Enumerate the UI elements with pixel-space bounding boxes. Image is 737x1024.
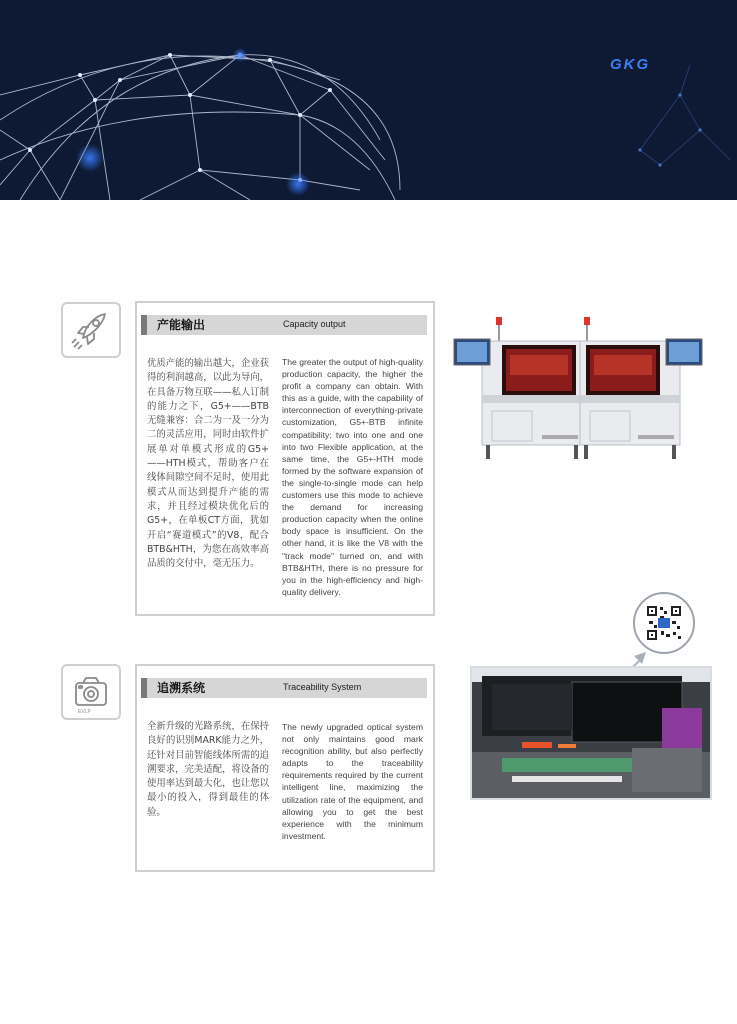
camera-icon xyxy=(63,666,119,718)
section-heading-bar xyxy=(141,678,427,698)
network-globe-graphic xyxy=(0,0,737,200)
capacity-output-card xyxy=(135,301,435,616)
traceability-card xyxy=(135,664,435,872)
section-body-en: The greater the output of high-quality production capacity, the higher the profit a company can obtain. With this as a guide, with the capability of interconnection of everything-private customization, G5+-BTB infinite compatibility: two into one and one into two Flexible application, at the same time, the G5+-HTH mode formed by the software expansion of the single-to-single mode can help customers use this mode to achieve the demand for increasing production capacity when the online body space is insufficient. On the other hand, it is like the V8 with the "track mode" turned on, and with BTB&HTH, there is no pressure for you in the high-efficiency and high-quality delivery. xyxy=(282,357,423,597)
machine-illustration xyxy=(452,315,706,465)
camera-photo xyxy=(470,666,712,800)
header-banner xyxy=(0,0,737,200)
section-body-en: The newly upgraded optical system not only maintains good mark recognition ability, but also perfectly adapts to the traceability requirements required by the current intelligent line, maximizing the utilization rate of the equipment, and allowing you to get the best experience with the minimum investment. xyxy=(282,722,423,841)
svg-text:EVLP: EVLP xyxy=(78,709,91,715)
section-title-zh: 追溯系统 xyxy=(157,681,206,695)
camera-icon-box xyxy=(61,664,121,720)
rocket-icon xyxy=(63,304,119,356)
section-title-zh: 产能输出 xyxy=(157,318,206,332)
section-body-zh: 全新升级的光路系统，在保持良好的识别MARK能力之外，还针对目前智能线体所需的追溯要求，完美适配，将设备的使用率达到最大化，也让您以最小的投入，得到最佳的体验。 xyxy=(147,721,269,818)
section-heading-bar xyxy=(141,315,427,335)
rocket-icon-box xyxy=(61,302,121,358)
machine-photo xyxy=(452,315,706,465)
section-body-zh: 优质产能的输出越大，企业获得的利润越高，以此为导向，在具备万物互联——私人订制的能力之下，G5+——BTB无缝兼容：合二为一及一分为二的灵活应用，同时由软件扩展单对单模式形成的G5+——HTH模式，帮助客户在线体间隙空间不足时，使用此模式从而达到提升产能的需求，并且经过模块优化后的G5+，在单板CT方面，犹如开启“赛道模式”的V8，配合BTB&HTH，为您在高效率高品质的交付中，毫无压力。 xyxy=(147,358,269,570)
camera-module-illustration xyxy=(472,668,710,798)
section-title-en: Traceability System xyxy=(283,682,362,692)
section-title-en: Capacity output xyxy=(283,319,346,329)
brand-logo: GKG xyxy=(610,56,651,73)
